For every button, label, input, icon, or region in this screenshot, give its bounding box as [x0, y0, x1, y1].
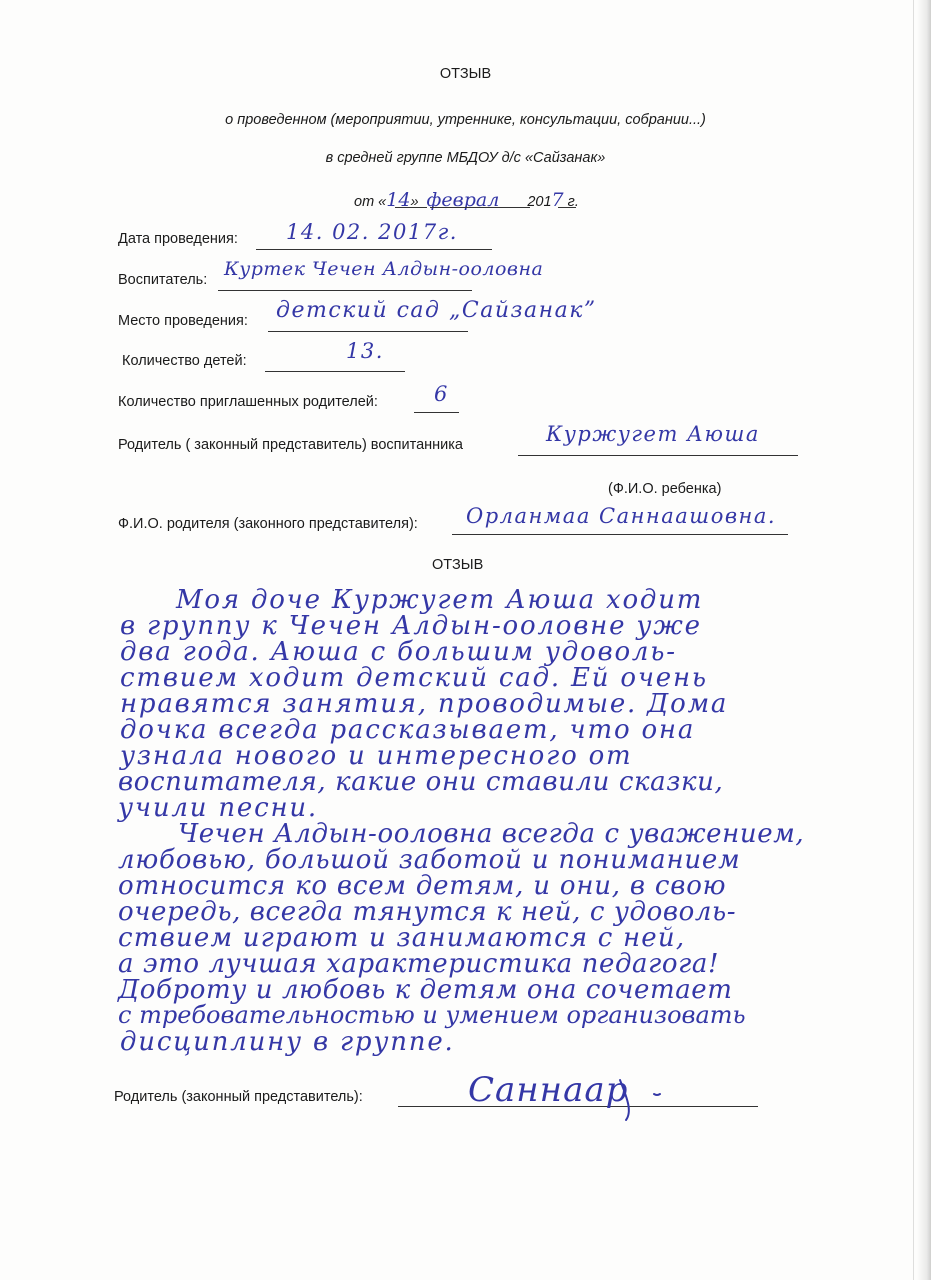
place-value: детский сад „Сайзанак” [276, 298, 597, 323]
review-line: Доброту и любовь к детям она сочетает [118, 975, 733, 1005]
signature-value: Саннаар [468, 1070, 629, 1110]
parents-count-value: 6 [434, 382, 449, 406]
teacher-value: Куртек Чечен Алдын-ооловна [224, 258, 544, 280]
signature-dot-stroke [654, 1094, 660, 1095]
document-subtitle: о проведенном (мероприятии, утреннике, консультации, собрании...) [225, 112, 706, 128]
child-name-caption: (Ф.И.О. ребенка) [608, 481, 722, 497]
review-line: нравятся занятия, проводимые. Дома [120, 689, 729, 719]
group-line: в средней группе МБДОУ д/с «Сайзанак» [325, 150, 606, 166]
review-line: очередь, всегда тянутся к ней, с удоволь- [118, 897, 737, 927]
review-heading: ОТЗЫВ [432, 557, 484, 573]
parent-name-value: Орланмаа Саннаашовна. [466, 504, 777, 528]
review-line: дочка всегда рассказывает, что она [120, 715, 696, 745]
review-line: два года. Аюша с большим удоволь- [120, 637, 677, 667]
parent-name-label: Ф.И.О. родителя (законного представителя): [118, 516, 418, 532]
date-field-value: 14. 02. 2017г. [286, 220, 458, 244]
date-suffix: г. [567, 194, 579, 210]
pupil-parent-label: Родитель ( законный представитель) воспитанника [118, 437, 463, 453]
place-label: Место проведения: [118, 313, 248, 329]
review-line: любовью, большой заботой и пониманием [118, 845, 741, 875]
review-line: ствием ходит детский сад. Ей очень [120, 663, 708, 693]
child-name-value: Куржугет Аюша [546, 422, 760, 446]
date-year-digit: 7 [551, 189, 564, 211]
review-line: а это лучшая характеристика педагога! [118, 949, 720, 979]
date-field-label: Дата проведения: [118, 231, 238, 247]
date-day: 14 [386, 189, 411, 211]
date-month: феврал [426, 189, 500, 211]
review-line: Моя доче Куржугет Аюша ходит [176, 585, 704, 615]
children-count-label: Количество детей: [122, 353, 247, 369]
date-year-prefix: 201 [527, 194, 552, 210]
review-line: Чечен Алдын-ооловна всегда с уважением, [178, 819, 805, 849]
document-title: ОТЗЫВ [439, 66, 492, 82]
date-prefix: от « [354, 194, 387, 210]
parents-count-label: Количество приглашенных родителей: [118, 394, 378, 410]
review-line: узнала нового и интересного от [120, 741, 633, 771]
review-line: учили песни. [118, 793, 318, 823]
children-count-value: 13. [346, 339, 384, 363]
signature-label: Родитель (законный представитель): [114, 1089, 363, 1105]
review-line: дисциплину в группе. [120, 1027, 455, 1057]
teacher-label: Воспитатель: [118, 272, 208, 288]
review-line: относится ко всем детям, и они, в свою [118, 871, 727, 901]
review-line: с требовательностью и умением организовать [118, 1001, 746, 1029]
signature-tail-stroke [620, 1080, 629, 1120]
date-mid: » [410, 194, 419, 210]
review-line: воспитателя, какие они ставили сказки, [118, 767, 724, 797]
review-line: в группу к Чечен Алдын-ооловне уже [120, 611, 702, 641]
review-line: ствием играют и занимаются с ней, [118, 923, 686, 953]
